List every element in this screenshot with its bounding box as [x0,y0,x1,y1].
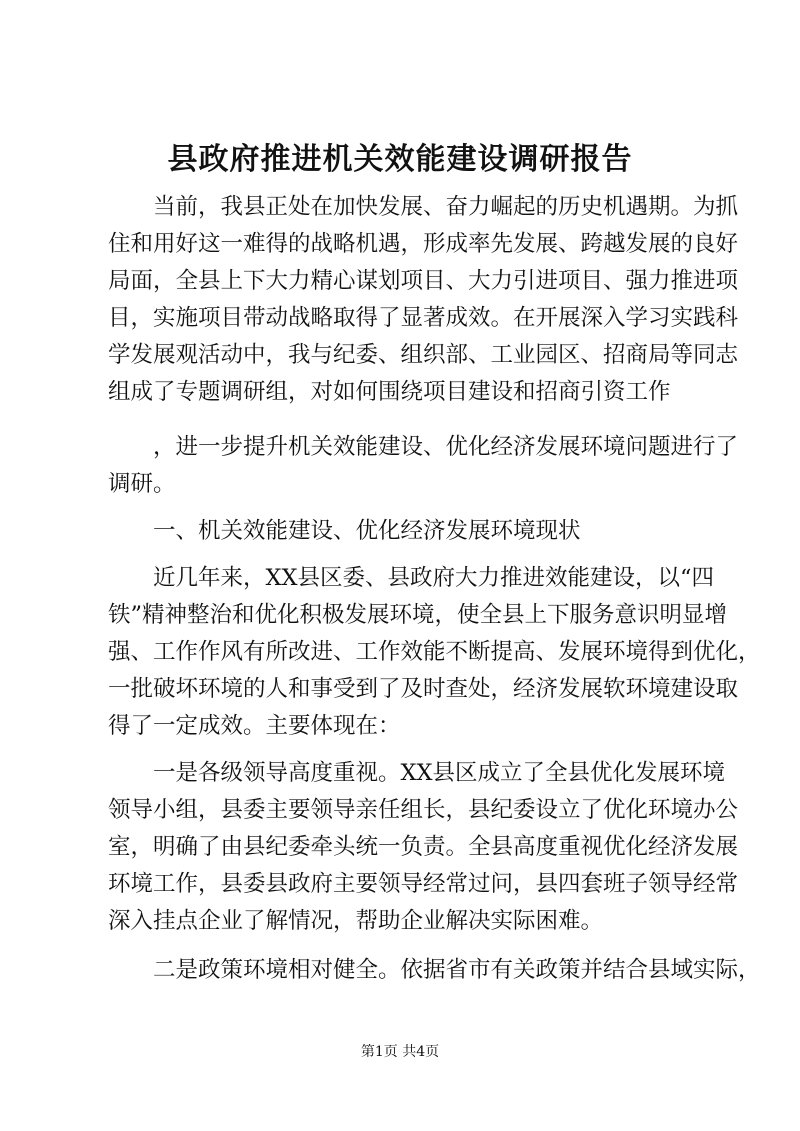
paragraph-line: 一是各级领导高度重视。XX县区成立了全县优化发展环境 [153,760,726,786]
document-title: 县政府推进机关效能建设调研报告 [167,142,633,177]
paragraph-line: 组成了专题调研组，对如何围绕项目建设和招商引资工作 [108,379,671,405]
paragraph-line: 环境工作，县委县政府主要领导经常过问，县四套班子领导经常 [108,871,739,897]
paragraph-line: 近几年来，XX县区委、县政府大力推进效能建设，以“四 [153,565,715,591]
paragraph-line: 住和用好这一难得的战略机遇，形成率先发展、跨越发展的良好 [108,231,739,257]
paragraph-line: 深入挂点企业了解情况，帮助企业解决实际困难。 [108,908,604,934]
paragraph-line: 学发展观活动中，我与纪委、组织部、工业园区、招商局等同志 [108,342,739,368]
paragraph-line: 局面，全县上下大力精心谋划项目、大力引进项目、强力推进项 [108,268,739,294]
paragraph-line: 一批破坏环境的人和事受到了及时查处，经济发展软环境建设取 [108,676,739,702]
paragraph-line: 二是政策环境相对健全。依据省市有关政策并结合县域实际， [153,957,761,983]
paragraph-line: 目，实施项目带动战略取得了显著成效。在开展深入学习实践科 [108,305,739,331]
paragraph-line: 室，明确了由县纪委牵头统一负责。全县高度重视优化经济发展 [108,834,739,860]
paragraph-line: 得了一定成效。主要体现在： [108,713,401,739]
paragraph-line: 强、工作作风有所改进、工作效能不断提高、发展环境得到优化， [108,639,761,665]
paragraph-line: 铁”精神整治和优化积极发展环境，使全县上下服务意识明显增 [108,602,728,628]
paragraph-line: 领导小组，县委主要领导亲任组长，县纪委设立了优化环境办公 [108,797,739,823]
paragraph-line: 调研。 [108,471,176,497]
section-heading: 一、机关效能建设、优化经济发展环境现状 [153,518,581,544]
paragraph-line: 当前，我县正处在加快发展、奋力崛起的历史机遇期。为抓 [153,194,739,220]
paragraph-line: ，进一步提升机关效能建设、优化经济发展环境问题进行了 [153,434,739,460]
page-number-footer: 第1页 共4页 [360,1044,440,1060]
